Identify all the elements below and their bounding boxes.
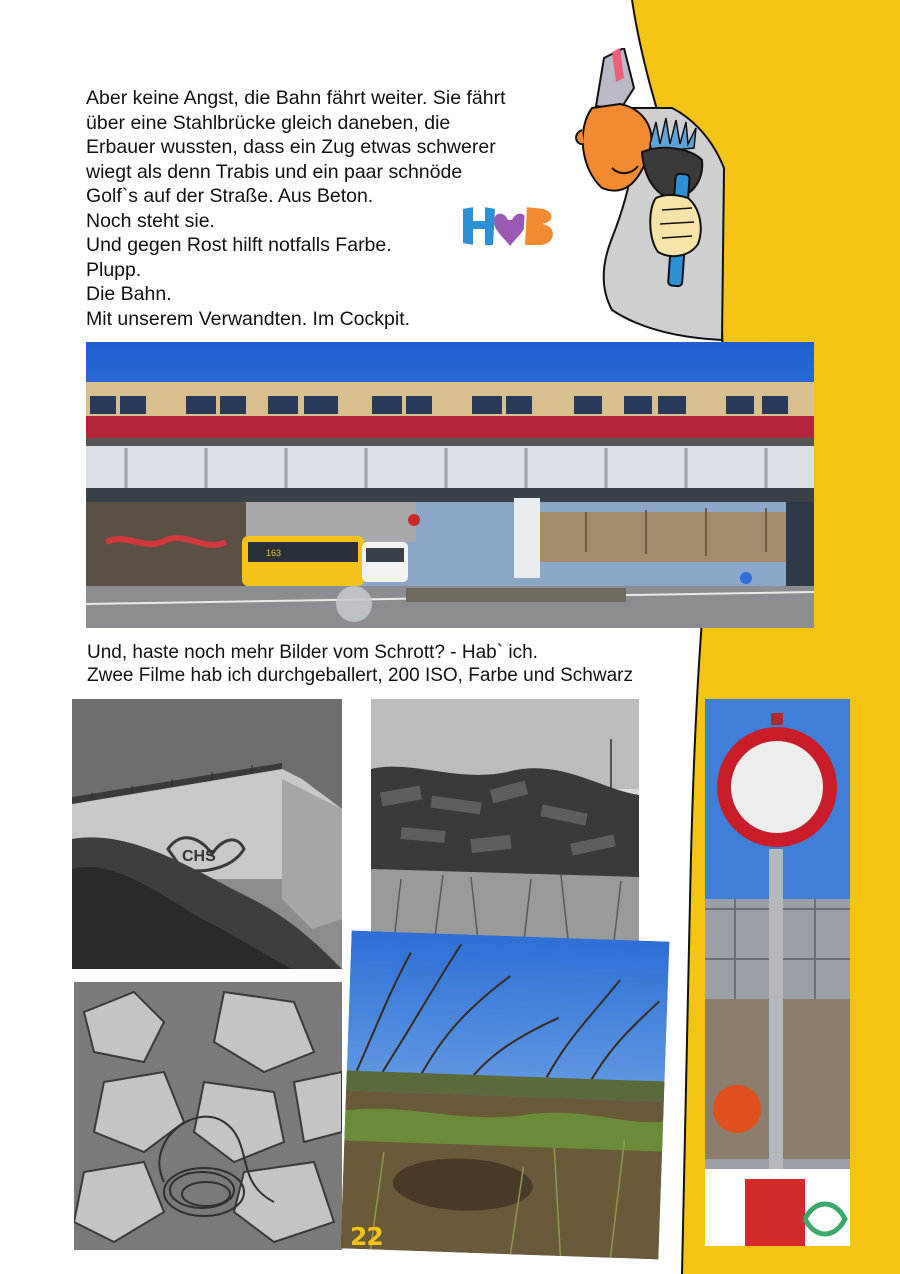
intro-line: Aber keine Angst, die Bahn fährt weiter. Sie fährt [86,87,506,109]
page-number: 22 [350,1222,383,1251]
photo-bw-graffiti-wall [72,699,342,969]
intro-line: Noch steht sie. [86,209,215,232]
caption-line-1: Und, haste noch mehr Bilder vom Schrott? - Hab` ich. [87,642,538,663]
intro-line: über eine Stahlbrücke gleich daneben, die [86,111,451,134]
intro-line: Erbauer wussten, dass ein Zug etwas schwerer [86,136,496,158]
photo-color-field-trees [341,931,670,1260]
caption-line-2 [87,664,787,687]
hob-logo [458,198,558,254]
intro-line: Plupp. [86,258,142,281]
graffiti-tag: CHS [182,848,216,865]
caption-highlight: Weiß. [639,665,690,686]
caption-line-2-text: Zwee Filme hab ich durchgeballert, 200 ISO, Farbe und Schwarz [87,665,633,686]
intro-line: Golf`s auf der Straße. Aus Beton. [86,185,374,207]
intro-line: Und gegen Rost hilft notfalls Farbe. [86,234,392,256]
photo-bw-rubble-pile [371,699,639,967]
photo-color-no-entry-sign [705,699,850,1246]
intro-line: wiegt als denn Trabis und ein paar schnöde [86,160,463,183]
caption-text [87,641,787,687]
svg-text:HOB: HOB [543,230,546,231]
intro-line: Die Bahn. [86,283,172,305]
photo-bw-rocks-rope [74,982,342,1250]
intro-line: Mit unserem Verwandten. Im Cockpit. [86,307,411,330]
bus-route-number: 163 [266,548,282,558]
photo-train-bridge [86,342,814,628]
mascot-illustration [572,48,732,348]
